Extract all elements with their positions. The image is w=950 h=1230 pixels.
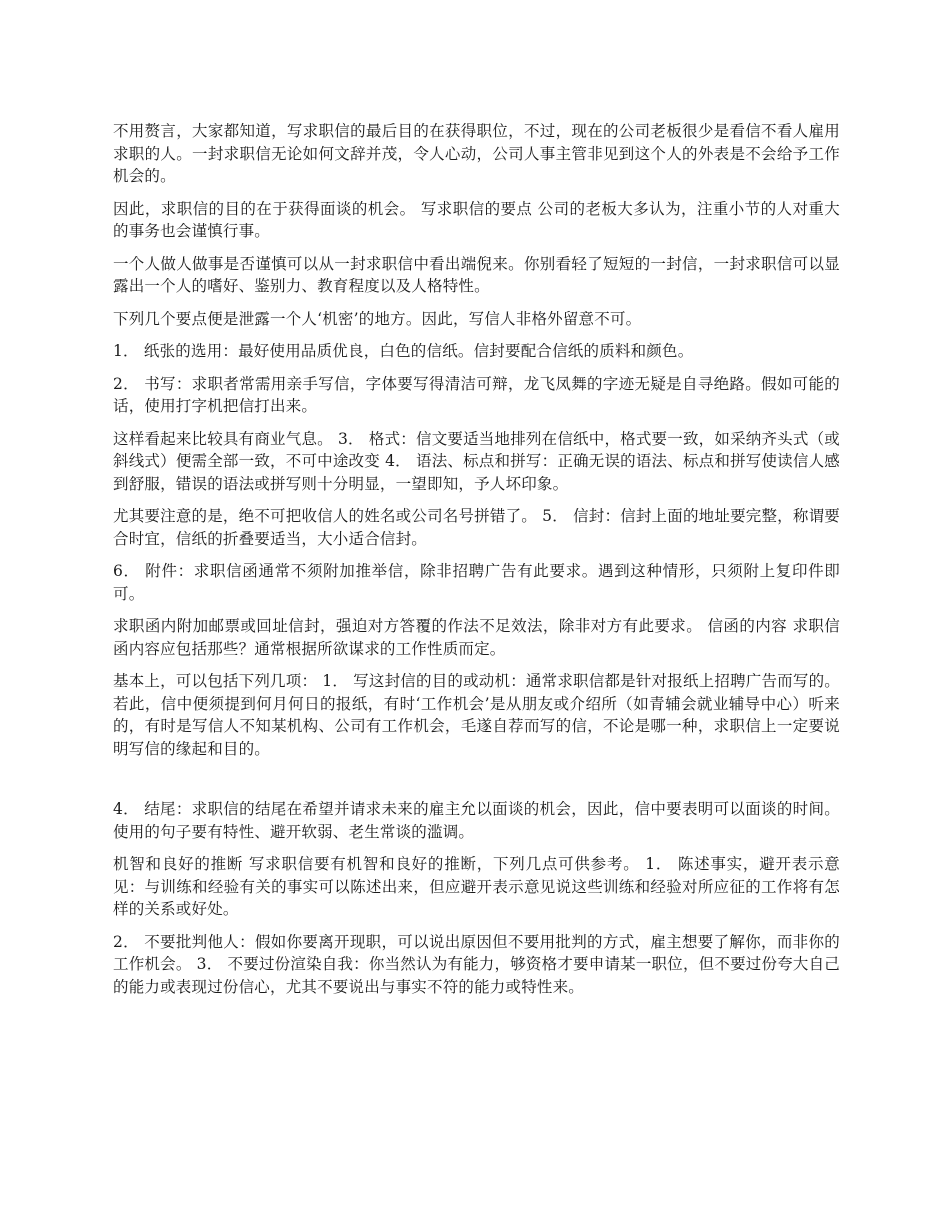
paragraph-8: 尤其要注意的是，绝不可把收信人的姓名或公司名号拼错了。 5． 信封：信封上面的地址要完整，称谓要合时宜，信纸的折叠要适当，大小适合信封。	[113, 507, 840, 548]
paragraph-7: 这样看起来比较具有商业气息。 3． 格式：信文要适当地排列在信纸中，格式要一致，如采纳齐头式（或斜线式）便需全部一致，不可中途改变 4． 语法、标点和拼写：正确无误的语法、标点和拼写使读信人感到舒服，错误的语法或拼写则十分明显，一望即知，予人坏印象。	[113, 429, 840, 493]
paragraph-5: 1． 纸张的选用：最好使用品质优良，白色的信纸。信封要配合信纸的质料和颜色。	[113, 342, 694, 360]
paragraph-12: 4． 结尾：求职信的结尾在希望并请求未来的雇主允以面谈的机会，因此，信中要表明可以面谈的时间。使用的句子要有特性、避开软弱、老生常谈的滥调。	[113, 800, 840, 841]
paragraph-11: 基本上，可以包括下列几项： 1． 写这封信的目的或动机：通常求职信都是针对报纸上招聘广告而写的。若此，信中便须提到何月何日的报纸，有时‘工作机会’是从朋友或介绍所（如青辅会就业辅导中心）听来的，有时是写信人不知某机构、公司有工作机会，毛遂自荐而写的信，不论是哪一种，求职信上一定要说明写信的缘起和目的。	[113, 672, 840, 758]
paragraph-4: 下列几个要点便是泄露一个人‘机密’的地方。因此，写信人非格外留意不可。	[113, 309, 642, 328]
document-page	[113, 120, 840, 1008]
paragraph-3: 一个人做人做事是否谨慎可以从一封求职信中看出端倪来。你别看轻了短短的一封信，一封求职信可以显露出一个人的嗜好、鉴别力、教育程度以及人格特性。	[113, 254, 840, 295]
paragraph-1: 不用赘言，大家都知道，写求职信的最后目的在获得职位，不过，现在的公司老板很少是看信不看人雇用求职的人。一封求职信无论如何文辞并茂，令人心动，公司人事主管非见到这个人的外表是不会给予工作机会的。	[113, 122, 840, 185]
paragraph-14: 2． 不要批判他人：假如你要离开现职，可以说出原因但不要用批判的方式，雇主想要了解你，而非你的工作机会。 3． 不要过份渲染自我：你当然认为有能力，够资格才要申请某一职位，但不要过份夸大自己的能力或表现过份信心，尤其不要说出与事实不符的能力或特性来。	[113, 932, 840, 996]
paragraph-6: 2． 书写：求职者常需用亲手写信，字体要写得清洁可辩，龙飞凤舞的字迹无疑是自寻绝路。假如可能的话，使用打字机把信打出来。	[113, 374, 840, 415]
paragraph-9: 6． 附件：求职信函通常不须附加推举信，除非招聘广告有此要求。遇到这种情形，只须附上复印件即可。	[113, 562, 840, 603]
paragraph-13: 机智和良好的推断 写求职信要有机智和良好的推断，下列几点可供参考。 1． 陈述事实，避开表示意见：与训练和经验有关的事实可以陈述出来，但应避开表示意见说这些训练和经验对所应征的工作将有怎样的关系或好处。	[113, 855, 840, 918]
paragraph-10: 求职函内附加邮票或回址信封，强迫对方答覆的作法不足效法，除非对方有此要求。 信函的内容 求职信函内容应包括那些？通常根据所欲谋求的工作性质而定。	[113, 617, 840, 658]
paragraph-2: 因此，求职信的目的在于获得面谈的机会。 写求职信的要点 公司的老板大多认为，注重小节的人对重大的事务也会谨慎行事。	[113, 199, 840, 240]
